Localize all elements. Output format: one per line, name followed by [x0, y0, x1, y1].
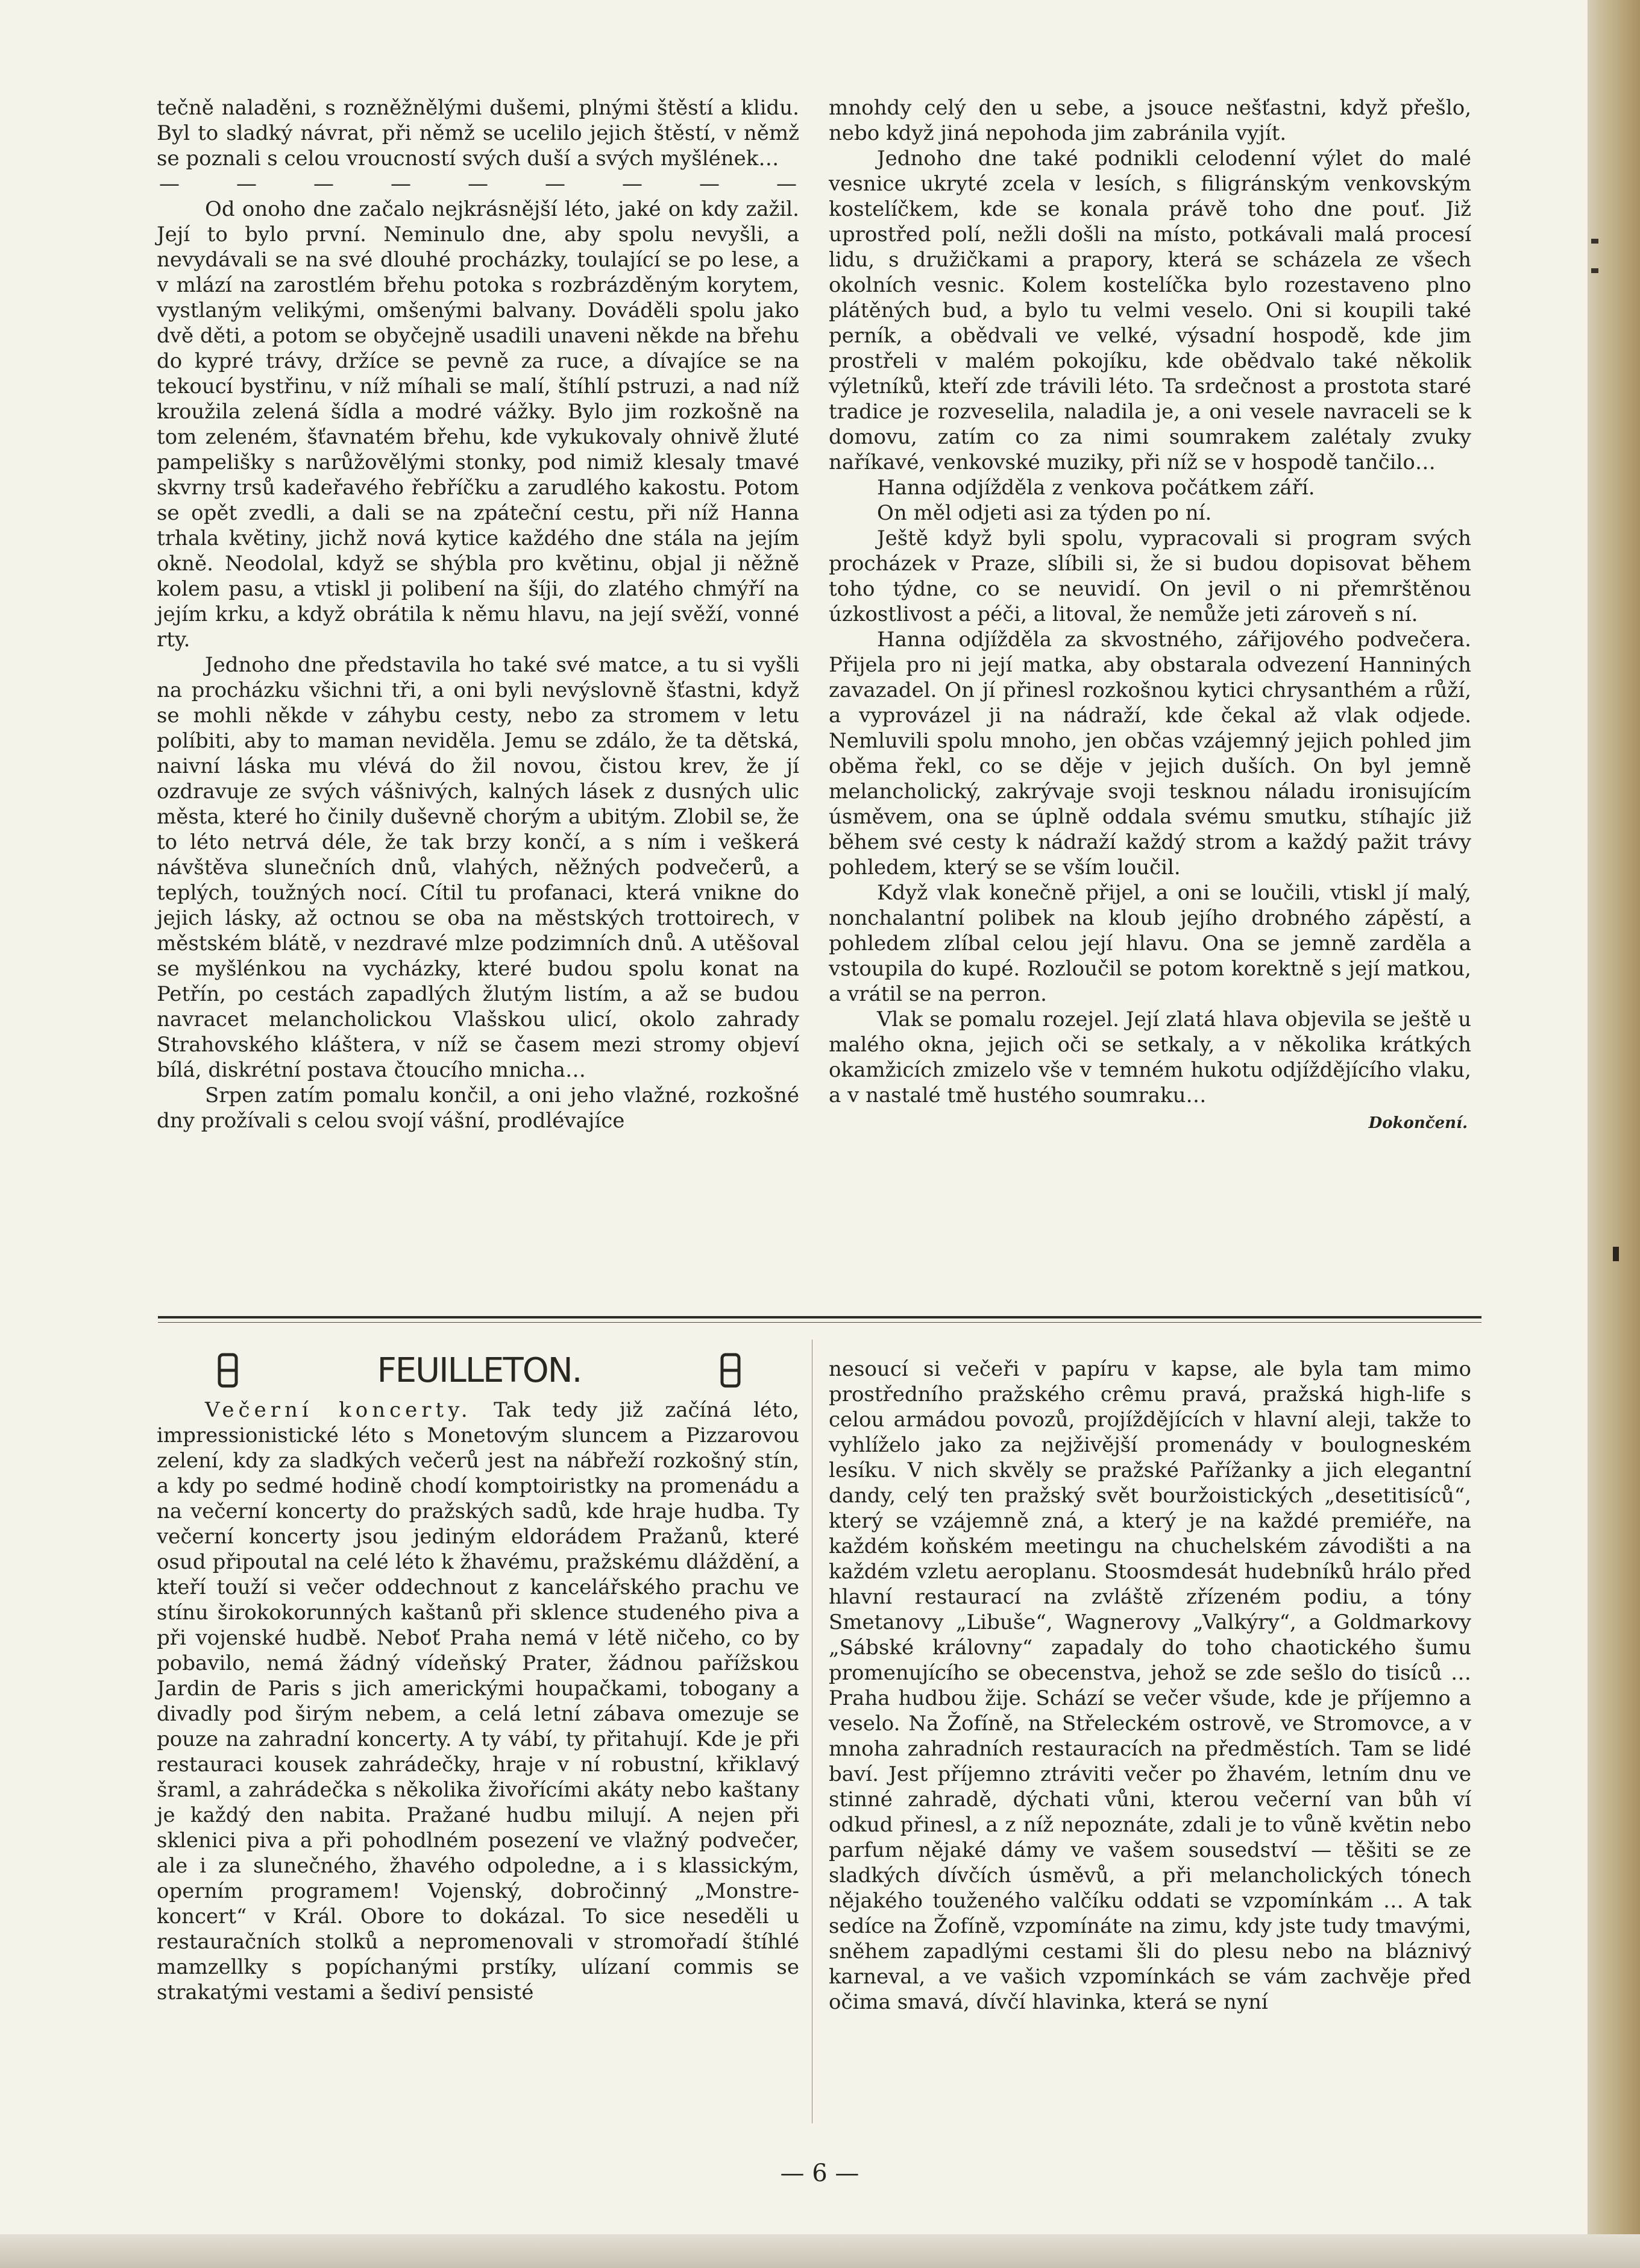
story-paragraph: tečně naladěni, s rozněžnělými dušemi, plnými štěstí a klidu. Byl to sladký návrat, při němž se ucelilo jejich štěstí, v němž se poznali s celou vroucností svých duší a svých myšlének…: [157, 96, 799, 171]
story-signoff: Dokončení.: [1368, 1114, 1468, 1132]
dash: —: [776, 172, 797, 196]
margin-dot: [1591, 239, 1598, 244]
story-paragraph: Vlak se pomalu rozejel. Její zlatá hlava objevila se ještě u malého okna, jejich oči se setkaly, a v několika krátkých okamžicích zmizelo vše v temném hukotu odjíždějícího vlaku, a v nastalé tmě hustého soumraku…: [829, 1007, 1471, 1107]
feuilleton-heading: [217, 1349, 741, 1391]
page-number: — 6 —: [780, 2159, 859, 2187]
ornament-left-icon: [217, 1353, 239, 1388]
dash: —: [699, 172, 720, 196]
story-paragraph: Jednoho dne také podnikli celodenní výlet do malé vesnice ukryté zcela v lesích, s filigránským venkovským kostelíčkem, kde se konala právě toho dne pouť. Již uprostřed polí, nežli došli na místo, potkávali malá procesí lidu, s družičkami a prapory, která se scházela ze všech okolních vesnic. Kolem kostelíčka bylo rozestaveno plno plátěných bud, a bylo tu velmi veselo. Oni si koupili také perník, a obědvali ve velké, výsadní hospodě, kde jim prostřeli v malém pokojíku, kde obědvalo také několik výletníků, kteří zde trávili léto. Ta srdečnost a prostota staré tradice je rozveselila, naladila je, a oni vesele navraceli se k domovu, zatím co za nimi soumrakem zalétaly zvuky naříkavé, venkovské muziky, při níž se v hospodě tančilo…: [829, 146, 1471, 474]
feuilleton-column-left: [157, 1397, 799, 2005]
feuilleton-title: FEUILLETON.: [377, 1350, 582, 1390]
story-paragraph: Srpen zatím pomalu končil, a oni jeho vlažné, rozkošné dny prožívali s celou svojí vášní, prodlévajíce: [157, 1083, 799, 1133]
dash: —: [236, 172, 257, 196]
story-paragraph: Hanna odjížděla za skvostného, zářijového podvečera. Přijela pro ni její matka, aby obstarala odvezení Hanniných zavazadel. On jí přinesl rozkošnou kytici chrysanthém a růží, a vyprovázel ji na nádraží, kde čekal až vlak odjede. Nemluvili spolu mnoho, jen občas vzájemný jejich pohled jim oběma řekl, co se děje v jejich duších. On byl jemně melancholický, zakrývaje svoji tesknou náladu ironisujícím úsměvem, ona se úplně oddala svému smutku, stíhajíc již během své cesty k nádraží každý strom a každý pažit trávy pohledem, který se se vším loučil.: [829, 628, 1471, 880]
feuilleton-paragraph: [157, 1397, 799, 2005]
story-paragraph: Když vlak konečně přijel, a oni se loučili, vtiskl jí malý, nonchalantní polibek na kloub jejího drobného zápěstí, a pohledem zlíbal celou její hlavu. Ona se jemně zarděla a vstoupila do kupé. Rozloučil se potom korektně s její matkou, a vrátil se na perron.: [829, 881, 1471, 1006]
dash: —: [159, 172, 180, 196]
feuilleton-paragraph: nesoucí si večeři v papíru v kapse, ale byla tam mimo prostředního pražského crêmu pravá, pražská high-life s celou armádou povozů, projíždějících v hlavní aleji, takže to vyhlíželo jako za nejživější promenády v boulogneském lesíku. V nich skvěly se pražské Pařížanky a jich elegantní dandy, celý ten pražský svět bouržoistických „desetitisíců“, který se vzájemně zná, a který je na každé premiéře, na každém koňském meetingu na chuchelském závodišti a na každém vzletu aeroplanu. Stoosmdesát hudebníků hrálo před hlavní restaurací na zvláště zřízeném podiu, a tóny Smetanovy „Libuše“, Wagnerovy „Valkýry“, a Goldmarkovy „Sábské královny“ zapadaly do toho chaotického šumu promenujícího se obecenstva, jehož se zde sešlo do tisíců … Praha hudbou žije. Schází se večer všude, kde je příjemno a veselo. Na Žofíně, na Střeleckém ostrově, ve Stromovce, a v mnoha zahradních restauracích na předměstích. Tam se lidé baví. Jest příjemno ztráviti večer po žhavém, letním dnu ve stinné zahradě, dýchati vůni, kterou večerní van bůh ví odkud přinesl, a z níž nepoznáte, zdali je to vůně květin nebo parfum nějaké dámy ve vašem sousedství — těšiti se ze sladkých dívčích úsměvů, a při melancholických tónech nějakého touženého valčíku oddati se vzpomínkám … A tak sedíce na Žofíně, vzpomínáte na zimu, kdy jste tudy tmavými, sněhem zapadlými cestami šli do plesu nebo na bláznivý karneval, a ve vašich vzpomínkách se vám zachvěje před očima smavá, dívčí hlavinka, která se nyní: [829, 1357, 1471, 2014]
scan-page-edge-bottom: [0, 2234, 1640, 2268]
ornament-right-icon: [720, 1353, 741, 1388]
dash: —: [313, 172, 334, 196]
story-paragraph: On měl odjeti asi za týden po ní.: [877, 501, 1212, 525]
story-column-right: [829, 95, 1471, 1136]
dash: —: [545, 172, 565, 196]
story-paragraph: Ještě když byli spolu, vypracovali si program svých procházek v Praze, slíbili si, že si budou dopisovat během toho týdne, co se neuvidí. On jevil o ni přemrštěnou úzkostlivost a péči, a litoval, že nemůže jeti zároveň s ní.: [829, 526, 1471, 626]
story-paragraph: Od onoho dne začalo nejkrásnější léto, jaké on kdy zažil. Její to bylo první. Neminulo dne, aby spolu nevyšli, a nevydávali se na své dlouhé procházky, toulající se po lese, a v mlází na zarostlém břehu potoka s rozbrázděným korytem, vystlaným velikými, omšenými balvany. Dováděli spolu jako dvě děti, a potom se obyčejně usadili unaveni někde na břehu do kypré trávy, držíce se pevně za ruce, a dívajíce se na tekoucí bystřinu, v níž míhali se malí, štíhlí pstruzi, a nad níž kroužila zelená šídla a modré vážky. Bylo jim rozkošně na tom zeleném, šťavnatém břehu, kde vykukovaly ohnivě žluté pampelišky s narůžovělými stonky, pod nimiž klesaly tmavé skvrny trsů kadeřavého řebříčku a zarudlého kakostu. Potom se opět zvedli, a dali se na zpáteční cestu, při níž Hanna trhala květiny, jichž nová kytice každého dne stála na jejím okně. Neodolal, když se shýbla pro květinu, objal ji něžně kolem pasu, a vtiskl ji polibení na šíji, do zlatého chmýří na jejím krku, a když obrátila k němu hlavu, na její svěží, vonné rty.: [157, 197, 799, 652]
feuilleton-text: Tak tedy již začíná léto, impressionistické léto s Monetovým sluncem a Pizzarovou zelení, kdy za sladkých večerů jest na nábřeží rozkošný stín, a kdy po sedmé hodině chodí komptoiristky na promenádu a na večerní koncerty do pražských sadů, kde hraje hudba. Ty večerní koncerty jsou jediným eldorádem Pražanů, které osud připoutal na celé léto k žhavému, pražskému dláždění, a kteří touží si večer oddechnout z kancelářského prachu ve stínu širokokorunných kaštanů při sklence studeného piva a při vojenské hudbě. Neboť Praha nemá v létě ničeho, co by pobavilo, nemá žádný vídeňský Prater, žádnou pařížskou Jardin de Paris s jich americkými houpačkami, tobogany a divadly pod širým nebem, a celá letní zábava omezuje se pouze na zahradní koncerty. A ty vábí, ty přitahují. Kde je při restauraci kousek zahrádečky, hraje v ní robustní, křiklavý šraml, a zahrádečka s několika živořícími akáty nebo kaštany je každý den nabita. Pražané hudbu milují. A nejen při sklenici piva a při pohodlném posezení ve vlažný podvečer, ale i za slunečného, žhavého odpoledne, a i s klassickým, operním programem! Vojenský, dobročinný „Monstre-koncert“ v Král. Obore to dokázal. To sice neseděli u restauračních stolků a nepromenovali v stromořadí štíhlé mamzellky s popíchanými prstíky, ulízaní commis se strakatými vestami a šediví pensisté: [157, 1398, 799, 2005]
dash: —: [391, 172, 411, 196]
margin-mark: [1613, 1247, 1619, 1261]
dash: —: [622, 172, 642, 196]
story-column-left: [157, 95, 799, 1133]
story-paragraph: Hanna odjížděla z venkova počátkem září.: [877, 476, 1315, 500]
story-paragraph: mnohdy celý den u sebe, a jsouce nešťastni, když přešlo, nebo když jiná nepohoda jim zabránila vyjít.: [829, 96, 1471, 145]
section-divider-thin: [158, 1322, 1481, 1323]
margin-dot: [1591, 268, 1598, 273]
feuilleton-lead: Večerní koncerty.: [205, 1398, 472, 1422]
feuilleton-column-right: [829, 1356, 1471, 2015]
section-dash-separator: [157, 171, 799, 197]
section-divider-thick: [158, 1316, 1481, 1318]
story-paragraph: Jednoho dne představila ho také své matce, a tu si vyšli na procházku všichni tři, a oni byli nevýslovně šťastni, když se mohli někde v záhybu cesty, nebo za stromem v letu políbiti, aby to maman neviděla. Jemu se zdálo, že ta dětská, naivní láska mu vlévá do žil novou, čistou krev, že jí ozdravuje ze svých vášnivých, kalných lásek z dusných ulic města, které ho činily duševně chorým a ubitým. Zlobil se, že to léto netrvá déle, že tak brzy končí, a s ním i veškerá návštěva slunečních dnů, vlahých, něžných podvečerů, a teplých, toužných nocí. Cítil tu profanaci, která vnikne do jejich lásky, až octnou se oba na městských trottoirech, v městském blátě, v nezdravé mlze podzimních dnů. A utěšoval se myšlénkou na vycházky, které budou spolu konat na Petřín, po cestách zapadlých žlutým listím, a až se budou navracet melancholickou Vlašskou ulicí, okolo zahrady Strahovského kláštera, v níž se časem mezi stromy objeví bílá, diskrétní postava čtoucího mnicha…: [157, 653, 799, 1082]
dash: —: [468, 172, 488, 196]
